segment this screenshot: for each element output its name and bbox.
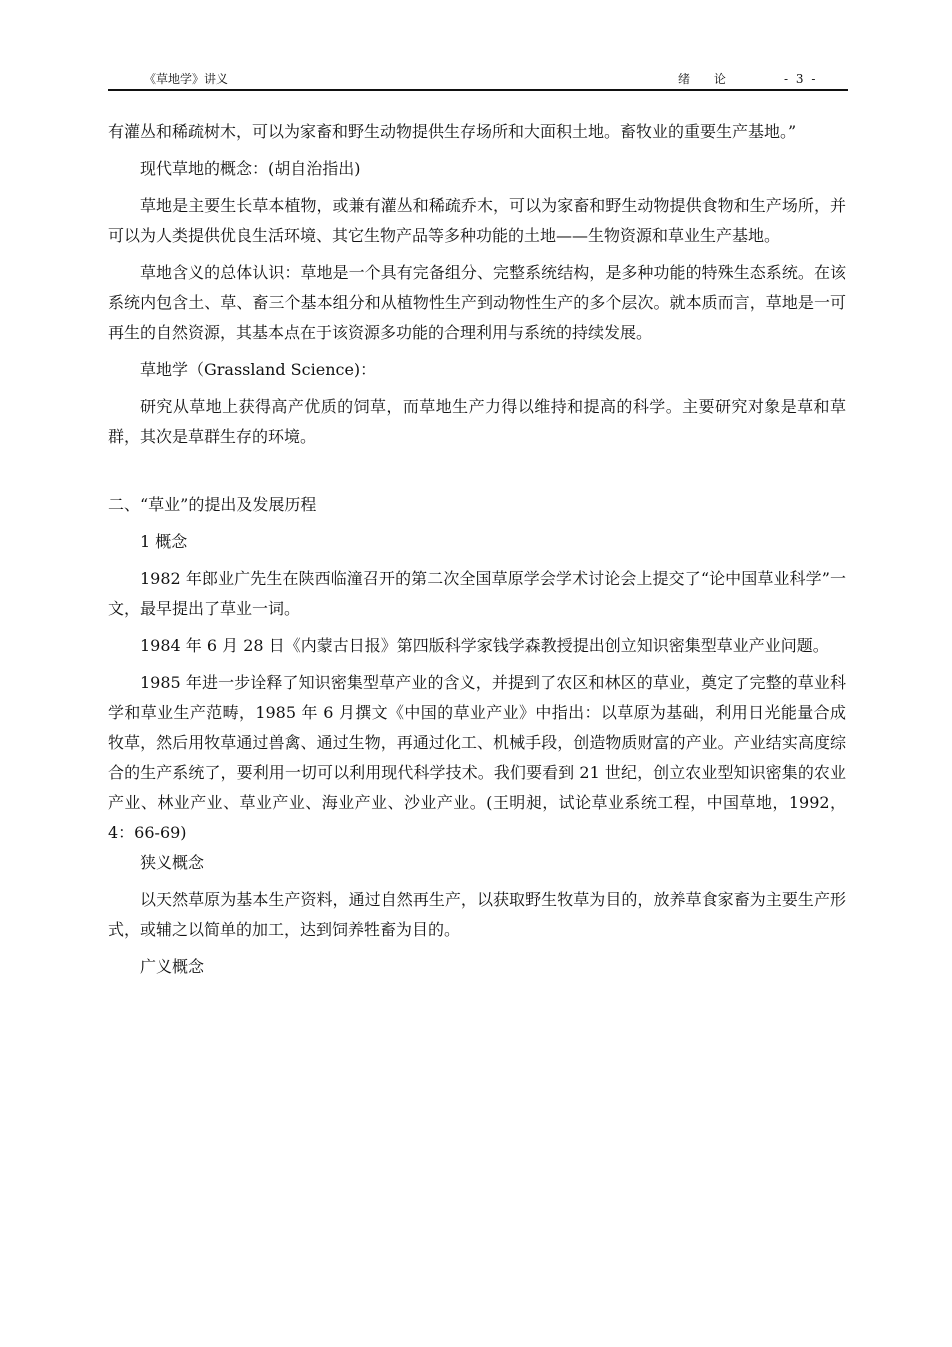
paragraph-narrow-concept: 以天然草原为基本生产资料，通过自然再生产，以获取野生牧草为目的，放养草食家畜为主要生产形式，或辅之以简单的加工，达到饲养牲畜为目的。 [108, 890, 846, 939]
paragraph-grassland-definition: 草地是主要生长草本植物，或兼有灌丛和稀疏乔木，可以为家畜和野生动物提供食物和生产场所，并可以为人类提供优良生活环境、其它生物产品等多种功能的土地——生物资源和草业生产基地。 [108, 196, 846, 245]
page-header [108, 70, 848, 88]
header-course-title: 《草地学》讲义 [144, 72, 229, 86]
subheading-broad-concept: 广义概念 [140, 957, 205, 976]
paragraph-grassland-overall-understanding: 草地含义的总体认识：草地是一个具有完备组分、完整系统结构，是多种功能的特殊生态系统。在该系统内包含土、草、畜三个基本组分和从植物性生产到动物性生产的多个层次。就本质而言，草地是一可再生的自然资源，其基本点在于该资源多功能的合理利用与系统的持续发展。 [108, 263, 846, 342]
paragraph-grassland-science-definition: 研究从草地上获得高产优质的饲草，而草地生产力得以维持和提高的科学。主要研究对象是草和草群，其次是草群生存的环境。 [108, 397, 846, 446]
subheading-grassland-science: 草地学（Grassland Science)： [140, 360, 377, 379]
paragraph-1984: 1984 年 6 月 28 日《内蒙古日报》第四版科学家钱学森教授提出创立知识密集型草业产业问题。 [140, 636, 829, 655]
section-heading-grass-industry: 二、“草业”的提出及发展历程 [108, 495, 317, 514]
header-rule [108, 89, 848, 91]
header-page-number: - 3 - [784, 72, 818, 86]
subheading-concept: 1 概念 [140, 532, 188, 551]
subheading-narrow-concept: 狭义概念 [140, 853, 205, 872]
paragraph-1982: 1982 年郎业广先生在陕西临潼召开的第二次全国草原学会学术讨论会上提交了“论中国草业科学”一文，最早提出了草业一词。 [108, 569, 846, 618]
header-chapter-title: 绪 论 [678, 72, 736, 86]
paragraph-1985: 1985 年进一步诠释了知识密集型草产业的含义，并提到了农区和林区的草业，奠定了完整的草业科学和草业生产范畴，1985 年 6 月撰文《中国的草业产业》中指出：以草原为基础，利用日光能量合成牧草，然后用牧草通过兽禽、通过生物，再通过化工、机械手段，创造物质财富的产业。产业结实高度综合的生产系统了，要利用一切可以利用现代科学技术。我们要看到 21 世纪，创立农业型知识密集的农业产业、林业产业、草业产业、海业产业、沙业产业。(王明昶，试论草业系统工程，中国草地，1992，4：66-69) [108, 673, 846, 842]
page-body [108, 117, 846, 989]
paragraph-continuation: 有灌丛和稀疏树木，可以为家畜和野生动物提供生存场所和大面积土地。畜牧业的重要生产基地。” [108, 122, 797, 141]
subheading-modern-grassland-concept: 现代草地的概念：(胡自治指出) [140, 159, 361, 178]
